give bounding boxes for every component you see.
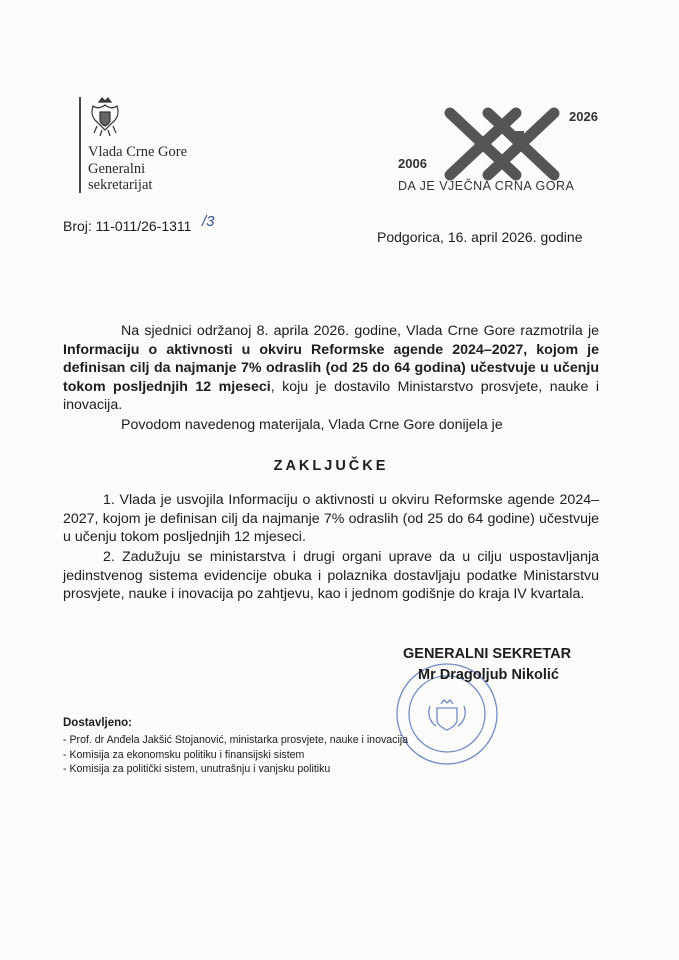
logo-motto: DA JE VJEČNA CRNA GORA bbox=[398, 179, 575, 193]
distribution-item: - Komisija za ekonomsku politiku i finansijski sistem bbox=[63, 748, 305, 761]
paragraph-decision: Povodom navedenog materijala, Vlada Crne Gore donijela je bbox=[121, 417, 503, 433]
conclusion-1: 1. Vlada je usvojila Informaciju o aktivnosti u okviru Reformske agende 2024–2027, kojom je definisan cilj da najmanje 7% odraslih (od 25 do 64 godine) učestvuje u učenju tokom posljednjih 12 mjeseci. bbox=[63, 492, 599, 545]
distribution-item: - Komisija za politički sistem, unutrašnju i vanjsku politiku bbox=[63, 763, 331, 775]
intro-text-bold: Informaciju o aktivnosti u okviru Reformske agende 2024–2027, kojom je definisan cilj da najmanje 7% odraslih (od 25 do 64 godina) učestvuje u učenju tokom posljednjih 12 mjeseci bbox=[63, 341, 599, 395]
conclusion-2: 2. Zadužuju se ministarstva i drugi organi uprave da u cilju uspostavljanja jedinstvenog sistema evidencije obuka i polaznika dostavljaju podatke Ministarstvu prosvjete, nauke i inovacija po zahtjevu, kao i jednom godišnje do kraja IV kvartala. bbox=[63, 549, 599, 602]
signer-name: Mr Dragoljub Nikolić bbox=[418, 667, 559, 683]
distribution-list bbox=[63, 733, 408, 777]
org-line-3: sekretarijat bbox=[88, 177, 153, 193]
logo-year-left: 2006 bbox=[398, 156, 427, 171]
logo-year-right: 2026 bbox=[569, 109, 598, 124]
intro-text-start: Na sjednici održanoj 8. aprila 2026. godine, Vlada Crne Gore razmotrila je bbox=[121, 323, 599, 339]
header-divider bbox=[79, 97, 81, 193]
signer-title: GENERALNI SEKRETAR bbox=[403, 646, 572, 662]
org-line-2: Generalni bbox=[88, 160, 146, 177]
handwritten-number: /3 bbox=[202, 213, 215, 230]
coat-of-arms-icon bbox=[89, 96, 121, 138]
distribution-title: Dostavljeno: bbox=[63, 717, 133, 729]
distribution-item: - Prof. dr Anđela Jakšić Stojanović, ministarka prosvjete, nauke i inovacija bbox=[63, 734, 409, 746]
organization-name bbox=[88, 144, 187, 194]
section-title: ZAKLJUČKE bbox=[273, 458, 389, 474]
reference-number: Broj: 11-011/26-1311 bbox=[63, 218, 192, 234]
intro-text-end: , koju je dostavilo Ministarstvo prosvjete, nauke i inovacija. bbox=[63, 378, 599, 413]
org-line-1: Vlada Crne Gore bbox=[88, 144, 188, 160]
place-and-date: Podgorica, 16. april 2026. godine bbox=[377, 229, 583, 245]
paragraph-intro bbox=[63, 322, 599, 415]
